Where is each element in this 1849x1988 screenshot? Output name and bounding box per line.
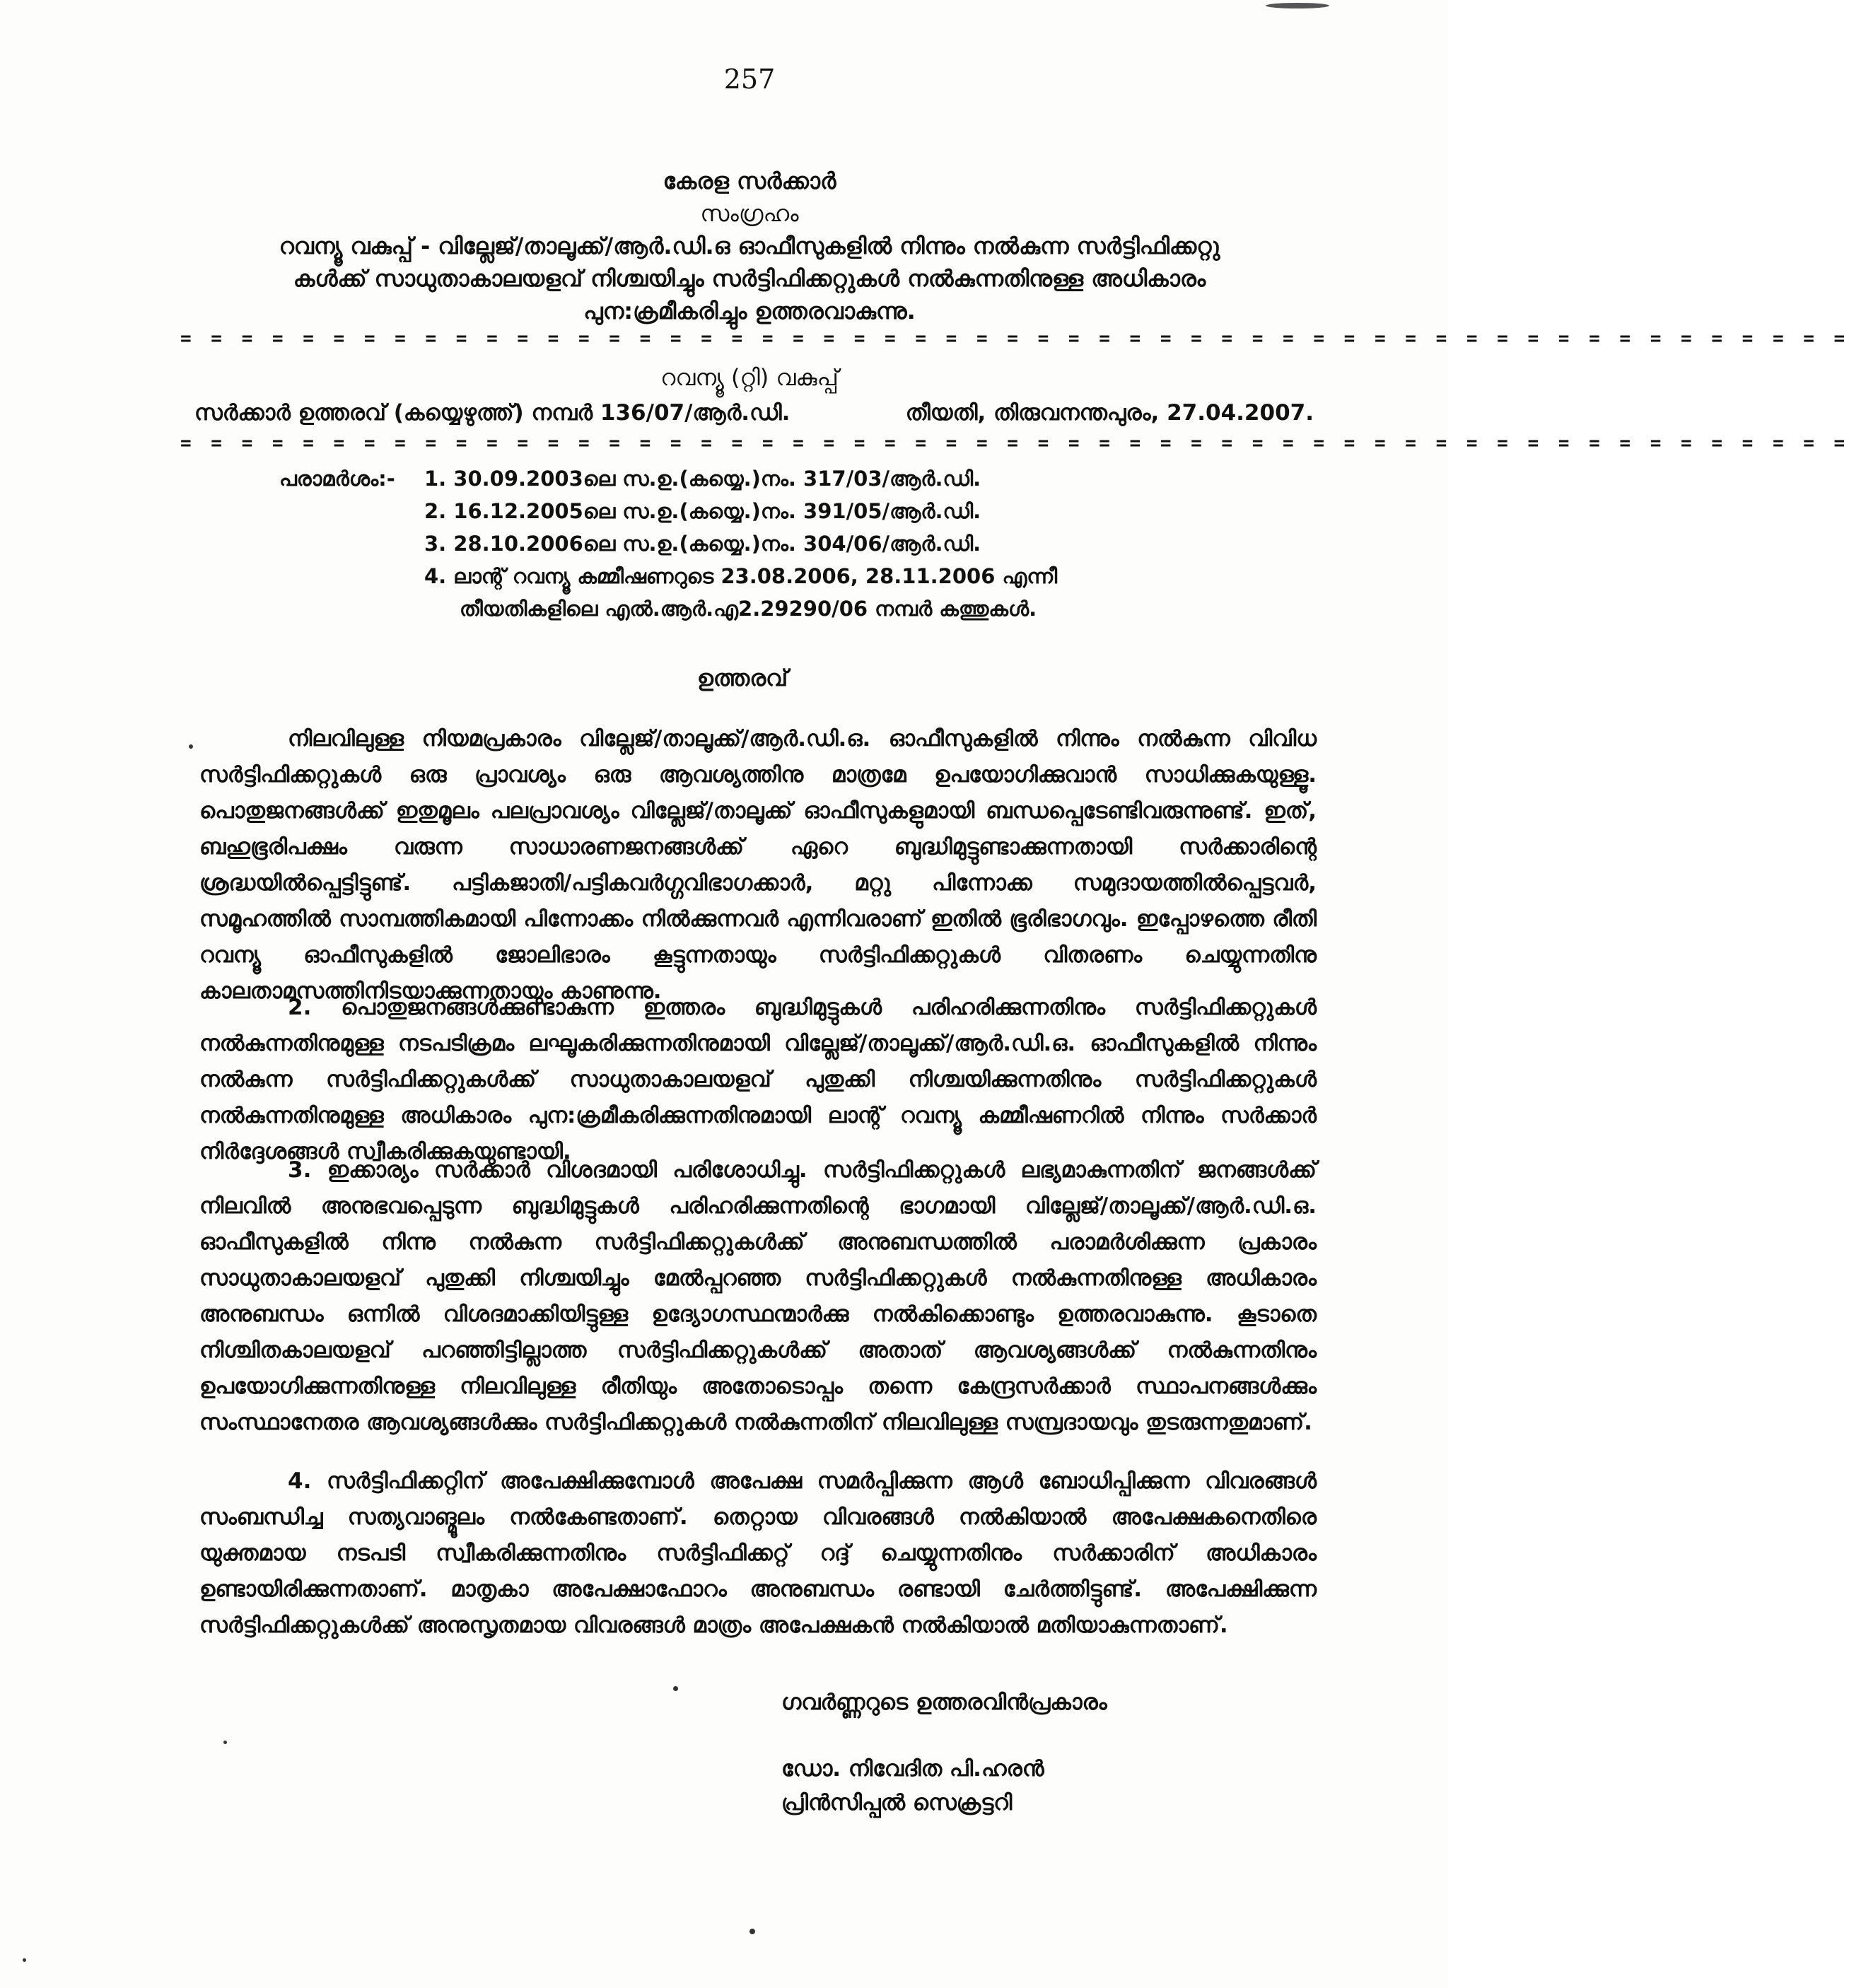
separator-top: = = = = = = = = = = = = = = = = = = = = = = = = = = = = = = = = = = = = = = = = = = = = = = = = = = = = = = = — [180, 328, 1849, 349]
subject-line-3: പുന:ക്രമീകരിച്ചും ഉത്തരവാകുന്നു. — [583, 298, 916, 324]
paragraph-3: 3. ഇക്കാര്യം സർക്കാർ വിശദമായി പരിശോധിച്ചു. സർട്ടിഫിക്കറ്റുകൾ ലഭ്യമാകുന്നതിന് ജനങ്ങൾക്ക് നിലവിൽ അനുഭവപ്പെടുന്ന ബുദ്ധിമുട്ടുകൾ പരിഹരിക്കുന്നതിന്റെ ഭാഗമായി വില്ലേജ്/താലൂക്ക്/ആർ.ഡി.ഒ. ഓഫീസുകളിൽ നിന്നു നൽകുന്ന സർട്ടിഫിക്കറ്റുകൾക്ക് അനുബന്ധത്തിൽ പരാമർശിക്കുന്ന പ്രകാരം സാധുതാകാലയളവ് പുതുക്കി നിശ്ചയിച്ചും മേൽപ്പറഞ്ഞ സർട്ടിഫിക്കറ്റുകൾ നൽകുന്നതിനുള്ള അധികാരം അനുബന്ധം ഒന്നിൽ വിശദമാക്കിയിട്ടുള്ള ഉദ്യോഗസ്ഥന്മാർക്കു നൽകിക്കൊണ്ടും ഉത്തരവാകുന്നു. കൂടാതെ നിശ്ചിതകാലയളവ് പറഞ്ഞിട്ടില്ലാത്ത സർട്ടിഫിക്കറ്റുകൾക്ക് അതാത് ആവശ്യങ്ങൾക്ക് നൽകുന്നതിനും ഉപയോഗിക്കുന്നതിനുള്ള നിലവിലുള്ള രീതിയും അതോടൊപ്പം തന്നെ കേന്ദ്രസർക്കാർ സ്ഥാപനങ്ങൾക്കും സംസ്ഥാനേതര ആവശ്യങ്ങൾക്കും സർട്ടിഫിക്കറ്റുകൾ നൽകുന്നതിന് നിലവിലുള്ള സമ്പ്രദായവും തുടരുന്നതുമാണ്. — [199, 1157, 1317, 1435]
page-number: 257 — [723, 64, 776, 95]
paragraph-1: നിലവിലുള്ള നിയമപ്രകാരം വില്ലേജ്/താലൂക്ക്/ആർ.ഡി.ഒ. ഓഫീസുകളിൽ നിന്നും നൽകുന്ന വിവിധ സർട്ടിഫിക്കറ്റുകൾ ഒരു പ്രാവശ്യം ഒരു ആവശ്യത്തിനു മാത്രമേ ഉപയോഗിക്കുവാൻ സാധിക്കുകയുള്ളൂ. പൊതുജനങ്ങൾക്ക് ഇതുമൂലം പലപ്രാവശ്യം വില്ലേജ്/താലൂക്ക് ഓഫീസുകളുമായി ബന്ധപ്പെടേണ്ടിവരുന്നുണ്ട്. ഇത്, ബഹുഭൂരിപക്ഷം വരുന്ന സാധാരണജനങ്ങൾക്ക് ഏറെ ബുദ്ധിമുട്ടുണ്ടാക്കുന്നതായി സർക്കാരിന്റെ ശ്രദ്ധയിൽപ്പെട്ടിട്ടുണ്ട്. പട്ടികജാതി/പട്ടികവർഗ്ഗവിഭാഗക്കാർ, മറ്റു പിന്നോക്ക സമുദായത്തിൽപ്പെട്ടവർ, സമൂഹത്തിൽ സാമ്പത്തികമായി പിന്നോക്കം നിൽക്കുന്നവർ എന്നിവരാണ് ഇതിൽ ഭൂരിഭാഗവും. ഇപ്പോഴത്തെ രീതി റവന്യൂ ഓഫീസുകളിൽ ജോലിഭാരം കൂട്ടുന്നതായും സർട്ടിഫിക്കറ്റുകൾ വിതരണം ചെയ്യുന്നതിനു കാലതാമസത്തിനിടയാക്കുന്നതായും കാണുന്നു. — [199, 726, 1317, 1004]
subject-line-2: കൾക്ക് സാധുതാകാലയളവ് നിശ്ചയിച്ചും സർട്ടിഫിക്കറ്റുകൾ നൽകുന്നതിനുള്ള അധികാരം — [293, 265, 1206, 292]
department-name: റവന്യൂ (റ്റി) വകുപ്പ് — [660, 364, 839, 391]
scan-speck — [749, 1929, 755, 1934]
signatory-designation: പ്രിൻസിപ്പൽ സെക്രട്ടറി — [781, 1790, 1013, 1815]
order-heading: ഉത്തരവ് — [696, 665, 788, 691]
references-label: പരാമർശം:- — [279, 467, 395, 491]
signatory-name: ഡോ. നിവേദിത പി.ഹരൻ — [781, 1756, 1044, 1782]
scan-speck — [673, 1686, 678, 1691]
government-title: കേരള സർക്കാർ — [663, 168, 836, 194]
paragraph-4: 4. സർട്ടിഫിക്കറ്റിന് അപേക്ഷിക്കുമ്പോൾ അപേക്ഷ സമർപ്പിക്കുന്ന ആൾ ബോധിപ്പിക്കുന്ന വിവരങ്ങൾ സംബന്ധിച്ച സത്യവാങ്മൂലം നൽകേണ്ടതാണ്. തെറ്റായ വിവരങ്ങൾ നൽകിയാൽ അപേക്ഷകനെതിരെ യുക്തമായ നടപടി സ്വീകരിക്കുന്നതിനും സർട്ടിഫിക്കറ്റ് റദ്ദ് ചെയ്യുന്നതിനും സർക്കാരിന് അധികാരം ഉണ്ടായിരിക്കുന്നതാണ്. മാതൃകാ അപേക്ഷാഫോറം അനുബന്ധം രണ്ടായി ചേർത്തിട്ടുണ്ട്. അപേക്ഷിക്കുന്ന സർട്ടിഫിക്കറ്റുകൾക്ക് അനുസൃതമായ വിവരങ്ങൾ മാത്രം അപേക്ഷകൻ നൽകിയാൽ മതിയാകുന്നതാണ്. — [199, 1468, 1317, 1638]
order-number: സർക്കാർ ഉത്തരവ് (കയ്യെഴുത്ത്) നമ്പർ 136/07/ആർ.ഡി. — [194, 400, 791, 426]
scan-speck — [23, 1958, 26, 1962]
reference-item-1: 1. 30.09.2003ലെ സ.ഉ.(കയ്യെ.)നം. 317/03/ആർ.ഡി. — [424, 467, 981, 491]
reference-item-2: 2. 16.12.2005ലെ സ.ഉ.(കയ്യെ.)നം. 391/05/ആർ.ഡി. — [424, 499, 981, 523]
abstract-title: സംഗ്രഹം — [700, 200, 799, 227]
order-date: തീയതി, തിരുവനന്തപുരം, 27.04.2007. — [905, 400, 1314, 426]
separator-bottom: = = = = = = = = = = = = = = = = = = = = = = = = = = = = = = = = = = = = = = = = = = = = = = = = = = = = = = = — [180, 433, 1849, 454]
by-order-of-governor: ഗവർണ്ണറുടെ ഉത്തരവിൻപ്രകാരം — [781, 1690, 1107, 1715]
reference-item-4-continued: തീയതികളിലെ എൽ.ആർ.എ2.29290/06 നമ്പർ കത്തുകൾ. — [460, 597, 1037, 621]
paragraph-2: 2. പൊതുജനങ്ങൾക്കുണ്ടാകുന്ന ഇത്തരം ബുദ്ധിമുട്ടുകൾ പരിഹരിക്കുന്നതിനും സർട്ടിഫിക്കറ്റുകൾ നൽകുന്നതിനുമുള്ള നടപടിക്രമം ലഘൂകരിക്കുന്നതിനുമായി വില്ലേജ്/താലൂക്ക്/ആർ.ഡി.ഒ. ഓഫീസുകളിൽ നിന്നും നൽകുന്ന സർട്ടിഫിക്കറ്റുകൾക്ക് സാധുതാകാലയളവ് പുതുക്കി നിശ്ചയിക്കുന്നതിനും സർട്ടിഫിക്കറ്റുകൾ നൽകുന്നതിനുമുള്ള അധികാരം പുന:ക്രമീകരിക്കുന്നതിനുമായി ലാന്റ് റവന്യൂ കമ്മീഷണറിൽ നിന്നും സർക്കാർ നിർദ്ദേശങ്ങൾ സ്വീകരിക്കുകയുണ്ടായി. — [199, 995, 1317, 1164]
scan-speck — [223, 1741, 227, 1744]
scan-speck — [189, 744, 193, 749]
subject-line-1: റവന്യൂ വകുപ്പ് - വില്ലേജ്/താലൂക്ക്/ആർ.ഡി.ഒ ഓഫീസുകളിൽ നിന്നും നൽകുന്ന സർട്ടിഫിക്കറ്റു — [279, 233, 1220, 259]
scan-artifact — [1266, 3, 1329, 8]
reference-item-3: 3. 28.10.2006ലെ സ.ഉ.(കയ്യെ.)നം. 304/06/ആർ.ഡി. — [424, 532, 981, 556]
reference-item-4: 4. ലാന്റ് റവന്യൂ കമ്മീഷണറുടെ 23.08.2006, 28.11.2006 എന്നീ — [424, 564, 1058, 588]
